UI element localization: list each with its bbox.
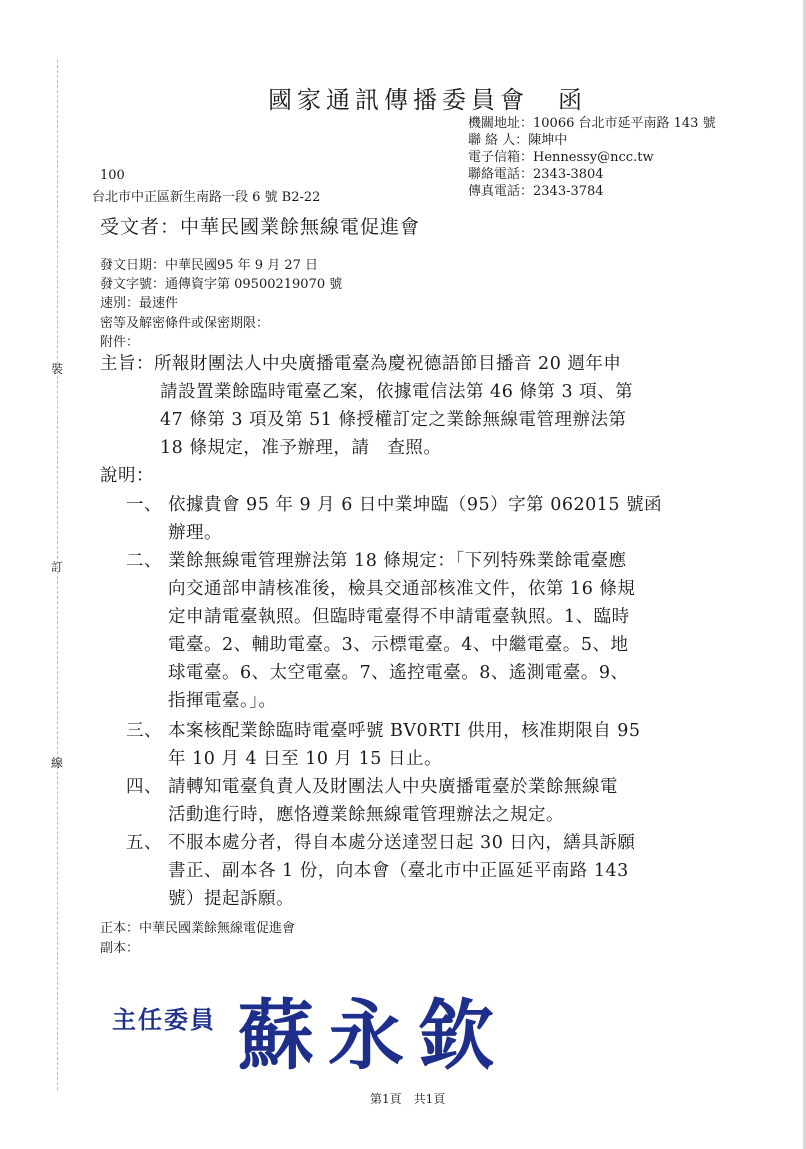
- contact-fax: 傳真電話：2343-3784: [468, 184, 604, 199]
- item-number: 四、: [126, 777, 162, 797]
- item-line: 業餘無線電管理辦法第 18 條規定：「下列特殊業餘電臺應: [168, 551, 627, 571]
- issue-number: 發文字號：通傳資字第 09500219070 號: [100, 277, 343, 292]
- contact-phone: 聯絡電話：2343-3804: [468, 167, 604, 182]
- item-line: 電臺。2、輔助電臺。3、示標電臺。4、中繼電臺。5、地: [168, 635, 629, 655]
- item-line: 向交通部申請核准後，檢具交通部核准文件，依第 16 條規: [168, 579, 636, 599]
- item-number: 三、: [126, 721, 162, 741]
- postal-code: 100: [100, 168, 125, 183]
- item-number: 一、: [126, 495, 162, 515]
- subject-line-4: 18 條規定，准予辦理，請 查照。: [160, 438, 442, 458]
- binding-mark-xian: 線: [51, 756, 64, 770]
- item-line: 年 10 月 4 日至 10 月 15 日止。: [168, 749, 442, 769]
- speed: 速別：最速件: [100, 296, 179, 311]
- document-title: 國家通訊傳播委員會 函: [268, 86, 587, 114]
- item-line: 指揮電臺。」。: [168, 691, 277, 711]
- copy-recipient: 副本：: [100, 941, 140, 956]
- explanation-heading: 說明：: [100, 466, 154, 486]
- subject-line-1: 主旨：所報財團法人中央廣播電臺為慶祝德語節目播音 20 週年申: [100, 354, 622, 374]
- binding-line: [57, 60, 58, 1090]
- item-line: 本案核配業餘臨時電臺呼號 BV0RTI 供用，核准期限自 95: [168, 721, 641, 741]
- contact-block: [468, 115, 716, 200]
- item-number: 五、: [126, 833, 162, 853]
- subject-line-2: 請設置業餘臨時電臺乙案，依據電信法第 46 條第 3 項、第: [160, 382, 634, 402]
- item-number: 二、: [126, 551, 162, 571]
- contact-email: 電子信箱：Hennessy@ncc.tw: [468, 150, 654, 165]
- binding-mark-ding: 訂: [51, 560, 64, 574]
- attachment: 附件：: [100, 335, 140, 350]
- subject-line-3: 47 條第 3 項及第 51 條授權訂定之業餘無線電管理辦法第: [160, 410, 627, 430]
- item-line: 依據貴會 95 年 9 月 6 日中業坤臨（95）字第 062015 號函: [168, 495, 663, 515]
- item-line: 不服本處分者，得自本處分送達翌日起 30 日內，繕具訴願: [168, 833, 636, 853]
- contact-person: 聯 絡 人：陳坤中: [468, 133, 568, 148]
- recipient-address: 台北市中正區新生南路一段 6 號 B2-22: [92, 190, 321, 205]
- item-line: 請轉知電臺負責人及財團法人中央廣播電臺於業餘無線電: [168, 777, 618, 797]
- item-line: 定申請電臺執照。但臨時電臺得不申請電臺執照。1、臨時: [168, 607, 630, 627]
- issue-date: 發文日期：中華民國95 年 9 月 27 日: [100, 258, 319, 273]
- page-number: 第1頁 共1頁: [370, 1092, 446, 1106]
- item-line: 活動進行時，應恪遵業餘無線電管理辦法之規定。: [168, 805, 564, 825]
- security-level: 密等及解密條件或保密期限：: [100, 316, 270, 331]
- recipient: 受文者：中華民國業餘無線電促進會: [100, 216, 421, 238]
- item-line: 辦理。: [168, 523, 222, 543]
- contact-address: 機關地址：10066 台北市延平南路 143 號: [468, 116, 716, 131]
- item-line: 球電臺。6、太空電臺。7、遙控電臺。8、遙測電臺。9、: [168, 663, 629, 683]
- signatory-name: 蘇永欽: [238, 991, 508, 1080]
- original-recipient: 正本：中華民國業餘無線電促進會: [100, 921, 296, 936]
- binding-mark-zhuang: 裝: [51, 362, 64, 376]
- item-line: 書正、副本各 1 份，向本會（臺北市中正區延平南路 143: [168, 861, 629, 881]
- signatory-title: 主任委員: [112, 1005, 216, 1034]
- item-line: 號）提起訴願。: [168, 889, 294, 909]
